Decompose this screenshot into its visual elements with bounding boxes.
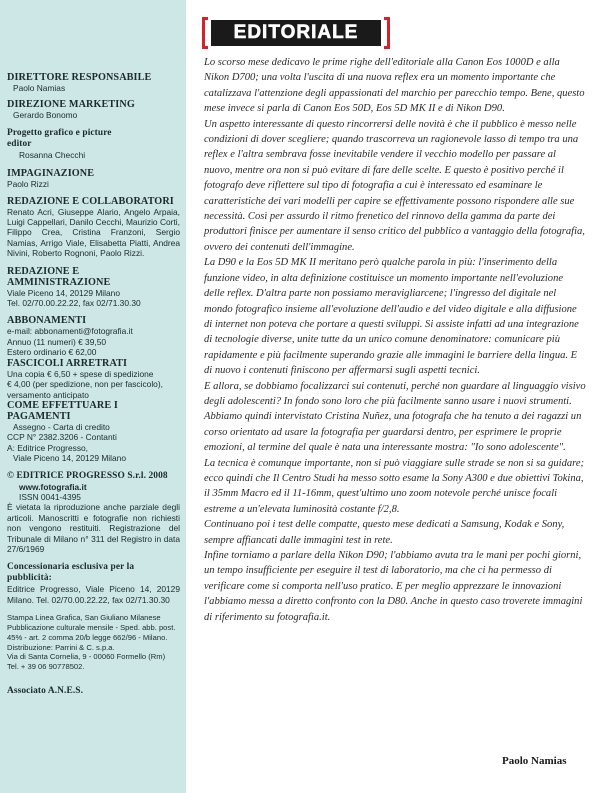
editorial-body [204,55,586,625]
masthead-text: Viale Piceno 14, 20129 Milano [7,287,120,298]
masthead-heading: DIRETTORE RESPONSABILE [7,72,152,83]
masthead-heading: REDAZIONE E AMMINISTRAZIONE [7,265,111,288]
masthead-back-issues [7,358,180,400]
masthead-payments [7,400,180,464]
masthead-heading: Progetto grafico e picture editor [7,127,112,149]
masthead-graphic-design [7,128,180,160]
masthead-text: € 4,00 (per spedizione, non per fascicolo), [7,379,163,390]
section-title: EDITORIALE [233,22,359,43]
masthead-heading: FASCICOLI ARRETRATI [7,357,128,369]
masthead-text: Editrice Progresso, Viale Piceno 14, 20129 Milano. Tel. 02/70.00.22.22, fax 02/71.30.30 [7,584,180,605]
masthead-advertising [7,562,180,605]
masthead-text: versamento anticipato [7,389,89,400]
masthead-text: e-mail: abbonamenti@fotografia.it [7,326,133,337]
masthead-text: Stampa Linea Grafica, San Giuliano Milanese [7,613,161,623]
masthead-heading: COME EFFETTUARE I PAGAMENTI [7,399,118,422]
masthead-director [7,72,180,93]
masthead-text: Renato Acri, Giuseppe Alario, Angelo Arpaia, Luigi Cappellari, Danilo Cecchi, Maurizio Corti, Filippo Crea, Cristina Franzoni, Sergio Namias, Arrigo Viale, Elisabetta Piatti, Andrea Nivini, Roberto Rognoni, Paolo Rizzi. [7,206,180,259]
masthead-heading: IMPAGINAZIONE [7,168,95,180]
masthead-text: Viale Piceno 14, 20129 Milano [13,453,126,464]
masthead-association [7,686,180,697]
tag-bracket-left [202,17,208,49]
editorial-paragraph: E allora, se dobbiamo focalizzarci sui contenuti, perché non guardare al linguaggio visivo degli adolescenti? In fondo sono loro che più facilmente sanno usare i nuovi strumenti. Abbiamo quindi intervistato Cristina Nuñez, una fotografa che ha tenuto a dei ragazzi un corso orientato ad usare la fotografia per guardarsi dentro, per esprimere le proprie emozioni, al termine del quale è nata una interessante mostra: "Io sono adolescente". [204,380,586,454]
masthead-text: Pubblicazione culturale mensile - Sped. abb. post. 45% - art. 2 comma 20/b legge 662/96 - Milano. [7,622,176,642]
masthead-publisher [7,471,180,555]
masthead-text: Una copia € 6,50 + spese di spedizione [7,368,154,379]
masthead-printing [7,613,180,672]
masthead-text: È vietata la riproduzione anche parziale degli articoli. Manoscritti e fotografie non richiesti non vengono restituiti. Registrazione del Tribunale di Milano n° 311 del Registro in data 27/6/1969 [7,502,180,554]
masthead-heading: REDAZIONE E COLLABORATORI [7,195,174,207]
editorial-section-tag [202,17,390,49]
masthead-text: Estero ordinario € 62,00 [7,347,97,358]
masthead-text: Via di Santa Cornelia, 9 - 00060 Formello (Rm) [7,652,166,662]
editorial-paragraph: Un aspetto interessante di questo rincorrersi delle novità è che il pubblico è messo nelle condizioni di dover scegliere; quando trascorreva un ragionevole lasso di tempo tra una reflex e l'altra sembrava fosse inevitabile vendere il vecchio modello per passare al nuovo, mentre ora non si può evitare di fare delle scelte. E questo è positivo perché il fotografo deve riflettere sul tipo di fotografia a cui è interessato ed esaminare le caratteristiche dei vari modelli per capire se effettivamente possono rispondere alle sue necessità. Così per assurdo il ritmo frenetico del rinnovo della gamma da parte dei produttori finisce per aumentare il senso critico del pubblico a vantaggio della fotografia, ovvero dei contenuti dell'immagine. [204,118,585,253]
masthead-text: Gerardo Bonomo [13,110,78,121]
masthead-heading: ABBONAMENTI [7,315,87,327]
tag-box [211,20,381,46]
masthead-text: Paolo Namias [13,83,66,93]
editorial-paragraph: Lo scorso mese dedicavo le prime righe dell'editoriale alla Canon Eos 1000D e alla Nikon D700; una volta l'uscita di una nuova reflex era un momento importante che catalizzava l'attenzione degli appassionati del marchio per parecchio tempo. Bene, questo mese invece si parla di Canon Eos 50D, Eos 5D MK II e di Nikon D90. [204,57,585,115]
tag-bracket-right [384,17,390,49]
masthead-administration [7,266,180,309]
editorial-paragraph: Continuano poi i test delle compatte, questo mese dedicati a Samsung, Kodak e Sony, sempre affiancati dalle immagini test in rete. [204,519,565,546]
masthead-text: Annuo (11 numeri) € 39,50 [7,336,107,347]
masthead-editorial-staff [7,196,180,259]
masthead-text: www.fotografia.it [19,481,87,492]
masthead-text: Rosanna Checchi [19,149,86,160]
masthead-text: Tel. 02/70.00.22.22, fax 02/71.30.30 [7,298,141,309]
masthead-subscriptions [7,315,180,357]
editorial-paragraph: La D90 e la Eos 5D MK II meritano però qualche parola in più: l'inserimento della funzione video, in alta definizione costituisce un momento importante nell'evoluzione delle reflex. D'altra parte non possiamo meravigliarcene; l'ingresso del digitale nel mondo fotografico insieme all'evoluzione dell'audio e del video digitale e alla diffusione di internet non poteva che portare a questi sviluppi. Si assiste infatti ad una integrazione di tecnologie diverse, unite tutte da un unico comune denominatore: comunicare più rapidamente e più facilmente superando grazie alle immagini le barriere della lingua. E di nuovo i contenuti finiscono per affermarsi sugli aspetti tecnici. [204,257,579,377]
masthead-text: Paolo Rizzi [7,179,49,190]
editorial-paragraph: La tecnica è comunque importante, non si può viaggiare sulle strade se non si sa guidare; ecco quindi che Il Centro Studi ha messo sotto esame la Sony A300 e due obiettivi Tokina, il 35mm Macro ed il 11-16mm, quest'ultimo uno zoom notevole perché unisce focali estreme a un'elevata luminosità costante f/2,8. [204,457,585,515]
masthead-sidebar [0,0,186,793]
masthead-text: A: Editrice Progresso, [7,442,88,453]
masthead-marketing [7,99,180,120]
masthead-text: Distribuzione: Parrini & C. s.p.a. [7,642,115,652]
masthead-heading: © EDITRICE PROGRESSO S.r.l. 2008 [7,470,168,481]
masthead-layout [7,168,180,189]
masthead-text: CCP N° 2382.3206 - Contanti [7,432,117,443]
author-signature: Paolo Namias [502,755,567,767]
masthead-heading: Concessionaria esclusiva per la pubblicità: [7,562,135,584]
masthead-text: Assegno - Carta di credito [13,421,110,432]
masthead-text: ISSN 0041-4395 [19,491,81,502]
masthead-text: Tel. + 39 06 90778502. [7,662,85,672]
masthead-heading: Associato A.N.E.S. [7,685,84,696]
masthead-heading: DIREZIONE MARKETING [7,99,135,111]
editorial-paragraph: Infine torniamo a parlare della Nikon D90; l'abbiamo avuta tra le mani per pochi giorni, un tempo insufficiente per eseguire il test di laboratorio, ma che ci ha permesso di verificare come si comporta nell'uso pratico. E per meglio apprezzare le innovazioni l'abbiamo messa a diretto confronto con la D80. Anche in questo caso troverete immagini di riferimento su fotografia.it. [204,550,583,623]
